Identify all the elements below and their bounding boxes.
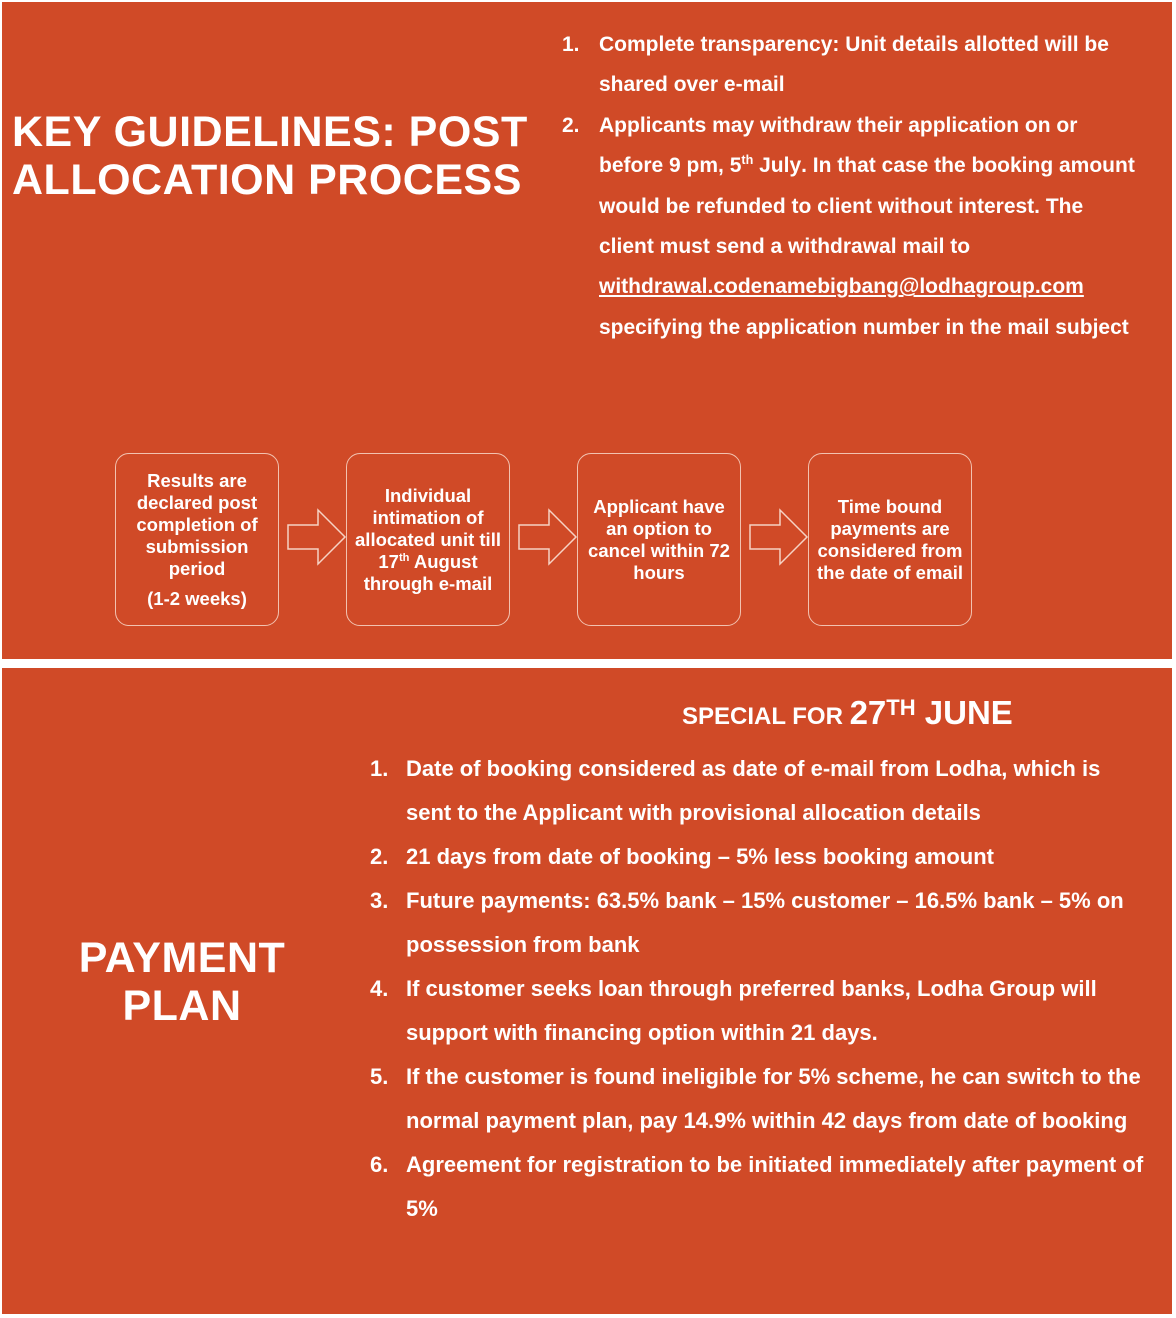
right-arrow-icon bbox=[749, 508, 809, 566]
right-arrow-icon bbox=[287, 508, 347, 566]
payment-item-text: If customer seeks loan through preferred banks, Lodha Group will support with financing option within 21 days. bbox=[406, 976, 1097, 1045]
payment-item-2 bbox=[370, 835, 1150, 879]
payment-item-6 bbox=[370, 1143, 1150, 1231]
flow-step-3 bbox=[577, 453, 741, 626]
flow-step-4 bbox=[808, 453, 972, 626]
payment-item-1 bbox=[370, 747, 1150, 835]
payment-item-text: Date of booking considered as date of e-mail from Lodha, which is sent to the Applicant with provisional allocation details bbox=[406, 756, 1101, 825]
guideline-body: Applicants may withdraw their application on or before bbox=[599, 113, 1078, 178]
guideline-item-2 bbox=[562, 106, 1142, 348]
flow-step-text-pre: Individual intimation of allocated unit till 17 bbox=[355, 484, 501, 572]
payment-item-text: 21 days from date of booking – 5% less booking amount bbox=[406, 844, 994, 869]
payment-item-4 bbox=[370, 967, 1150, 1055]
guidelines-title bbox=[12, 108, 528, 204]
list-number: 4. bbox=[370, 976, 389, 1001]
payment-item-3 bbox=[370, 879, 1150, 967]
list-number: 3. bbox=[370, 888, 389, 913]
guideline-body: specifying the application number in the mail subject bbox=[599, 315, 1129, 339]
deadline-sup: th bbox=[741, 153, 754, 168]
flow-step-1 bbox=[115, 453, 279, 626]
payment-plan-title: PAYMENT PLAN bbox=[78, 934, 286, 1031]
guideline-text bbox=[562, 25, 1142, 106]
deadline-time-text: 9 pm, 5 bbox=[669, 154, 742, 178]
flow-step-text: Results are declared post completion of submission period bbox=[136, 469, 258, 579]
guideline-text bbox=[562, 106, 1142, 348]
guidelines-panel bbox=[2, 2, 1172, 659]
deadline-time bbox=[669, 154, 801, 177]
withdrawal-email-link[interactable]: withdrawal.codenamebigbang@lodhagroup.com bbox=[599, 275, 1084, 299]
flow-step-text-post: August through e-mail bbox=[363, 550, 493, 594]
special-prefix: SPECIAL FOR bbox=[682, 703, 850, 730]
payment-plan-list bbox=[370, 747, 1150, 1231]
list-number: 2. bbox=[562, 113, 580, 137]
payment-item-text: Future payments: 63.5% bank – 15% customer – 16.5% bank – 5% on possession from bank bbox=[406, 888, 1124, 957]
right-arrow-icon bbox=[518, 508, 578, 566]
special-sup: TH bbox=[886, 695, 916, 720]
list-number: 6. bbox=[370, 1152, 389, 1177]
list-number: 1. bbox=[562, 33, 580, 56]
payment-item-text: Agreement for registration to be initiated immediately after payment of 5% bbox=[406, 1152, 1144, 1221]
flow-step-sup: th bbox=[398, 551, 410, 564]
special-heading bbox=[682, 694, 1013, 732]
payment-item-5 bbox=[370, 1055, 1150, 1143]
flow-step-2 bbox=[346, 453, 510, 626]
guidelines-title-line2: ALLOCATION PROCESS bbox=[12, 156, 522, 205]
guideline-item-1 bbox=[562, 25, 1142, 106]
guidelines-title-line1: KEY GUIDELINES: POST bbox=[12, 108, 528, 156]
guidelines-list bbox=[562, 25, 1142, 348]
list-number: 2. bbox=[370, 844, 389, 869]
guideline-body: Unit details allotted will be shared over e-mail bbox=[599, 33, 1109, 97]
flow-step-subtext: (1-2 weeks) bbox=[147, 587, 247, 609]
payment-plan-panel bbox=[2, 668, 1172, 1314]
deadline-month: July bbox=[753, 154, 802, 178]
guideline-lead: Complete transparency: bbox=[599, 33, 840, 56]
flow-step-text: Applicant have an option to cancel within 72 hours bbox=[588, 495, 730, 583]
list-number: 1. bbox=[370, 756, 389, 781]
payment-item-text: If the customer is found ineligible for 5% scheme, he can switch to the normal payment plan, pay 14.9% within 42 days from date of booking bbox=[406, 1064, 1141, 1133]
special-date: 27 bbox=[849, 694, 887, 731]
flow-step-text bbox=[353, 485, 503, 595]
special-month: JUNE bbox=[915, 694, 1013, 731]
guideline-body: . In that case the booking amount would be refunded to client without interest. The client must send a withdrawal mail to bbox=[599, 154, 1135, 259]
flow-step-text: Time bound payments are considered from the date of email bbox=[817, 495, 963, 583]
list-number: 5. bbox=[370, 1064, 389, 1089]
